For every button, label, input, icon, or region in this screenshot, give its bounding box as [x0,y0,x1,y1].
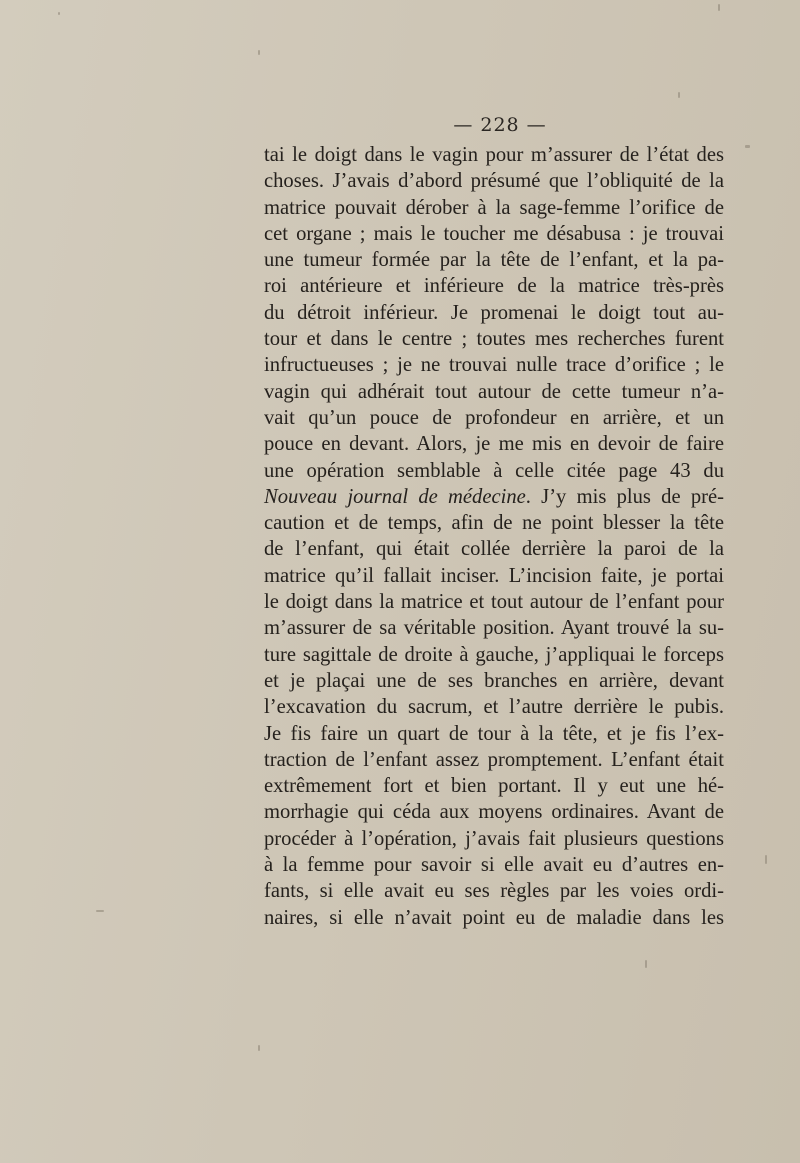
text-line: le doigt dans la matrice et tout autour de l’enfant pour [264,591,724,614]
text-line: une tumeur formée par la tête de l’enfant, et la pa- [264,249,724,272]
text-line: ture sagittale de droite à gauche, j’appliquai le forceps [264,643,724,666]
text-line-with-italic: Nouveau journal de médecine. J’y mis plus de pré- [264,485,725,508]
text-line: et je plaçai une de ses branches en arrière, devant [264,669,724,692]
text-line: tour et dans le centre ; toutes mes recherches furent [264,328,724,351]
text-line: naires, si elle n’avait point eu de maladie dans les [264,906,724,929]
text-line: traction de l’enfant assez promptement. L’enfant était [264,748,724,771]
text-line: extrêmement fort et bien portant. Il y eut une hé- [264,775,724,798]
text-line: m’assurer de sa véritable position. Ayant trouvé la su- [264,617,724,640]
paper-speck [718,4,720,11]
text-line: procéder à l’opération, j’avais fait plusieurs questions [264,827,724,850]
text-line: fants, si elle avait eu ses règles par les voies ordi- [264,880,724,903]
paper-speck [678,92,680,98]
text-line: matrice qu’il fallait inciser. L’incision faite, je portai [264,564,724,587]
text-line: du détroit inférieur. Je promenai le doigt tout au- [264,301,724,324]
text-line: de l’enfant, qui était collée derrière la paroi de la [264,538,724,561]
text-line: une opération semblable à celle citée page 43 du [264,459,724,482]
text-line: roi antérieure et inférieure de la matrice très-près [264,275,724,298]
text-line: cet organe ; mais le toucher me désabusa : je trouvai [264,222,724,245]
text-line: infructueuses ; je ne trouvai nulle trace d’orifice ; le [264,354,724,377]
paper-speck [96,910,104,912]
page-number: — 228 — [453,114,547,136]
text-line: tai le doigt dans le vagin pour m’assurer de l’état des [264,144,724,166]
paper-speck [258,50,260,55]
paper-speck [765,855,767,864]
text-line: caution et de temps, afin de ne point blesser la tête [264,512,724,535]
body-text [264,142,724,931]
text-line: Je fis faire un quart de tour à la tête, et je fis l’ex- [264,722,724,745]
journal-title-italic: Nouveau journal de médecine [264,485,526,508]
text-line: l’excavation du sacrum, et l’autre derrière le pubis. [264,696,724,719]
text-line: vait qu’un pouce de profondeur en arrière, et un [264,406,724,429]
paper-speck [745,145,750,148]
paper-speck [58,12,60,15]
text-line: pouce en devant. Alors, je me mis en devoir de faire [264,433,724,456]
paper-speck [258,1045,260,1051]
text-line: vagin qui adhérait tout autour de cette tumeur n’a- [264,380,724,403]
text-line: à la femme pour savoir si elle avait eu d’autres en- [264,854,724,877]
paper-speck [645,960,647,968]
text-line: morrhagie qui céda aux moyens ordinaires. Avant de [264,801,724,824]
text-line: choses. J’avais d’abord présumé que l’obliquité de la [264,170,724,193]
text-line: matrice pouvait dérober à la sage-femme l’orifice de [264,196,724,219]
